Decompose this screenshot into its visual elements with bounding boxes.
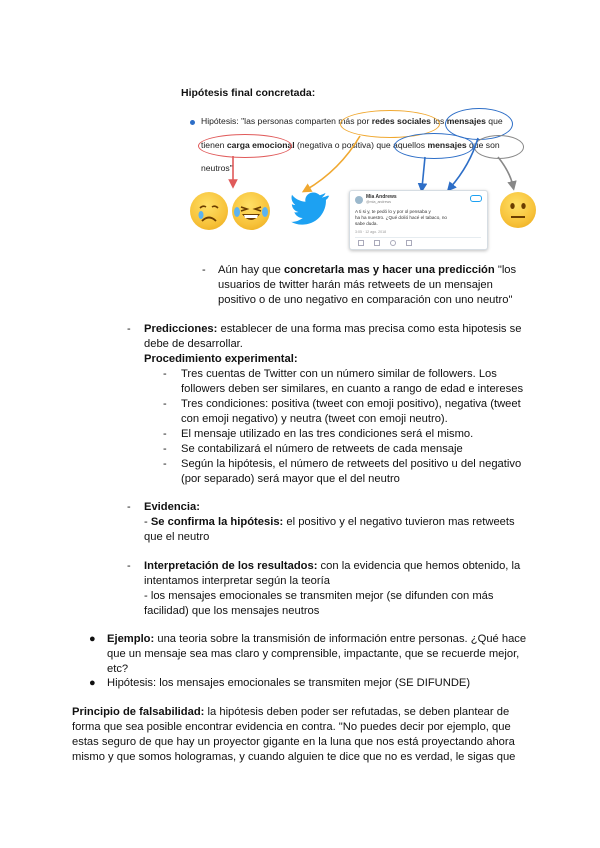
arrow-orange [306, 136, 360, 190]
twitter-bird-icon [290, 192, 330, 226]
list-item: Tres cuentas de Twitter con un número similar de followers. Los [181, 368, 497, 380]
predicciones-line2: debe de desarrollar. [144, 338, 243, 350]
crying-face-icon [190, 192, 228, 230]
procedimiento-label: Procedimiento experimental: [144, 353, 298, 365]
predicciones-line1: Predicciones: establecer de una forma mas precisa como esta hipotesis se [144, 323, 522, 335]
follow-button [470, 195, 482, 202]
principio-line3: estas seguro de que hay un proyector gigante en la luna que nos está proyectando ahora [72, 736, 515, 748]
prediction-note-line2: usuarios de twitter harán más retweets de un mensajen [218, 279, 493, 291]
principio-line1: Principio de falsabilidad: la hipótesis deben poder ser refutadas, se deben plantear de [72, 706, 510, 718]
tweet-card [349, 190, 488, 250]
list-item: Según la hipótesis, el número de retweets del positivo u del negativo [181, 458, 522, 470]
interpretacion-line3: - los mensajes emocionales se transmiten mejor (se difunden con más [144, 590, 494, 602]
prediction-note-line1: Aún hay que concretarla mas y hacer una predicción "los [218, 264, 517, 276]
neutral-face-icon [500, 192, 536, 228]
tweet-time: 3:05 · 12 ago. 2018 [355, 230, 387, 234]
evidencia-label: Evidencia: [144, 501, 200, 513]
tweet-text: A ti si y, te pedó lo y por ol pensaba y ha ha nuestro. ¿Qué dolió hacé el tabaco, no sabe duda. [355, 209, 447, 226]
principio-line4: mismo y que somos hologramas, y cuando alguien te dice que no es verdad, le sigas que [72, 751, 516, 763]
list-item: El mensaje utilizado en las tres condiciones será el mismo. [181, 428, 474, 440]
tweet-handle: @mia_andrews [366, 200, 392, 204]
list-item: Tres condiciones: positiva (tweet con emoji positivo), negativa (tweet [181, 398, 521, 410]
evidencia-line2: que el neutro [144, 531, 210, 543]
list-item: followers deben ser similares, en cuanto a rango de edad e intereses [181, 383, 524, 395]
laughing-crying-face-icon [232, 192, 270, 230]
evidencia-line1: - Se confirma la hipótesis: el positivo y el negativo tuvieron mas retweets [144, 516, 515, 528]
figure-hypothesis-line3: neutros" [201, 163, 233, 173]
principio-line2: forma que sea posible encontrar evidencia en contra. "No puedes decir por ejemplo, que [72, 721, 511, 733]
ejemplo-line1: Ejemplo: una teoria sobre la transmisión de información entre personas. ¿Qué hace [107, 633, 527, 645]
figure-title: Hipótesis final concretada: [181, 87, 316, 99]
tweet-author: Mia Andrews [366, 194, 397, 200]
interpretacion-line4: facilidad) que los mensajes neutros [144, 605, 320, 617]
list-item: con emoji negativo) y neutra (tweet con emoji neutro). [181, 413, 448, 425]
list-item: Se contabilizará el número de retweets de cada mensaje [181, 443, 463, 455]
list-item: (por separado) será mayor que el del neutro [181, 473, 400, 485]
ejemplo-line3: etc? [107, 663, 129, 675]
figure-hypothesis-line2: tienen carga emocional (negativa o positiva) que aquellos mensajes que son [201, 140, 500, 150]
hipotesis-bullet: Hipótesis: los mensajes emocionales se transmiten mejor (SE DIFUNDE) [107, 677, 471, 689]
figure-hypothesis-line1: Hipótesis: "las personas comparten más por redes sociales los mensajes que [201, 116, 503, 126]
avatar [355, 196, 363, 204]
interpretacion-line2: intentamos interpretar según la teoría [144, 575, 330, 587]
arrow-blue-1 [450, 138, 478, 188]
tweet-actions [358, 240, 418, 245]
arrow-gray [498, 157, 513, 186]
arrow-blue-2 [422, 157, 425, 188]
ejemplo-line2: que un mensaje sea mas claro y comprensible, impactante, que se recuerde mejor, [107, 648, 520, 660]
interpretacion-line1: Interpretación de los resultados: con la evidencia que hemos obtenido, la [144, 560, 521, 572]
prediction-note-line3: positivo o de uno negativo en comparación con uno neutro" [218, 294, 513, 306]
